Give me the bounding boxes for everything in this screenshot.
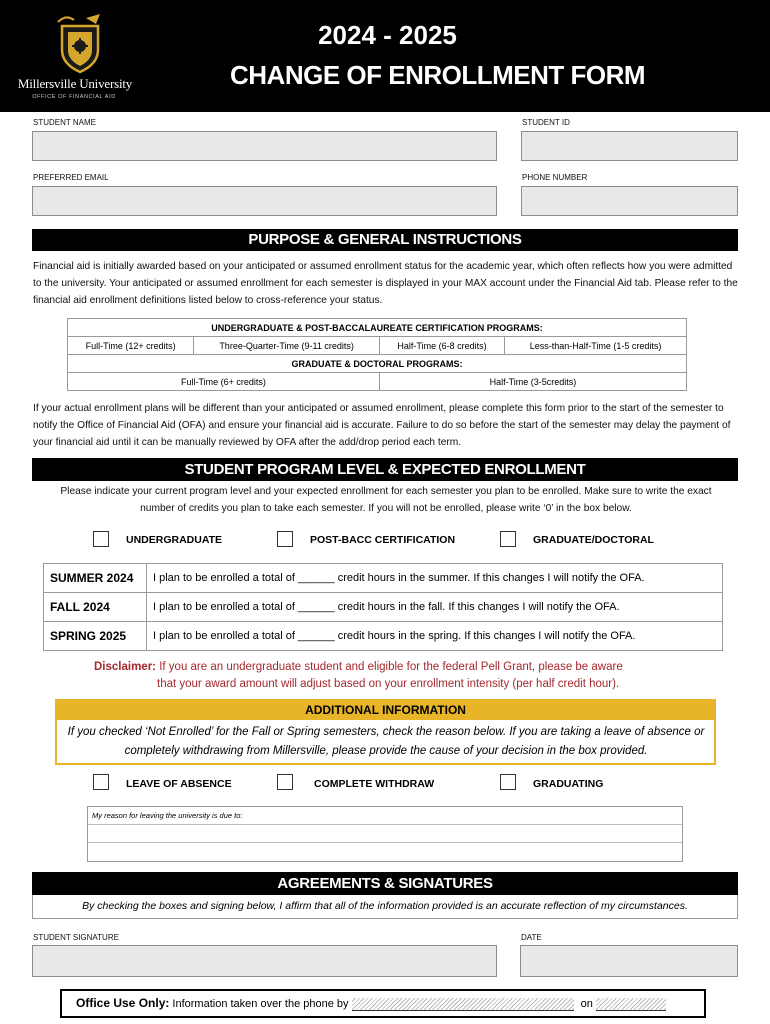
additional-information-box	[55, 699, 716, 765]
undergraduate-label: UNDERGRADUATE	[126, 534, 223, 546]
graduating-label: GRADUATING	[533, 778, 604, 790]
ug-less-than-half-time: Less-than-Half-Time (1-5 credits)	[505, 337, 687, 355]
student-name-field[interactable]	[32, 131, 497, 161]
undergraduate-checkbox[interactable]	[93, 531, 109, 547]
additional-information-heading: ADDITIONAL INFORMATION	[57, 701, 714, 720]
reason-for-leaving-field[interactable]	[87, 806, 683, 862]
office-use-label: Office Use Only:	[76, 996, 170, 1010]
preferred-email-label: PREFERRED EMAIL	[33, 173, 109, 182]
graduate-doctoral-checkbox[interactable]	[500, 531, 516, 547]
ug-three-quarter-time: Three-Quarter-Time (9-11 credits)	[194, 337, 380, 355]
post-bacc-checkbox[interactable]	[277, 531, 293, 547]
complete-withdraw-label: COMPLETE WITHDRAW	[314, 778, 435, 790]
semester-term: SPRING 2025	[44, 622, 147, 651]
leave-of-absence-label: LEAVE OF ABSENCE	[126, 778, 232, 790]
leave-of-absence-checkbox[interactable]	[93, 774, 109, 790]
semester-term: SUMMER 2024	[44, 564, 147, 593]
additional-information-text: If you checked ‘Not Enrolled’ for the Fall or Spring semesters, check the reason below. If you are taking a leave of absence or completely withdrawing from Millersville, please provide the cause of your decision in the box provided.	[67, 726, 705, 757]
table-row	[44, 564, 723, 593]
semester-enrollment-table	[43, 563, 723, 651]
university-logo	[14, 12, 134, 104]
disclaimer-label: Disclaimer:	[94, 661, 157, 673]
university-name: Millersville University	[17, 76, 133, 91]
date-label: DATE	[521, 933, 542, 942]
post-bacc-label: POST-BACC CERTIFICATION	[310, 534, 456, 546]
reason-prompt: My reason for leaving the university is due to:	[88, 807, 682, 825]
graduate-doctoral-label: GRADUATE/DOCTORAL	[533, 534, 654, 546]
student-id-label: STUDENT ID	[522, 118, 570, 127]
office-on-label: on	[580, 998, 593, 1010]
ug-programs-heading: UNDERGRADUATE & POST-BACCALAUREATE CERTIFICATION PROGRAMS:	[68, 319, 687, 337]
agreements-statement: By checking the boxes and signing below, I affirm that all of the information provided is an accurate reflection of my circumstances.	[32, 895, 738, 919]
purpose-followup: If your actual enrollment plans will be different than your anticipated or assumed enrollment, please complete this form prior to the start of the semester to notify the Office of Financial Aid (OFA) and ensure your financial aid is accurate. Failure to do so before the start of the semester may delay the payment of your financial aid until it can be manually reviewed by OFA after the add/drop period each term.	[33, 403, 731, 448]
grad-programs-heading: GRADUATE & DOCTORAL PROGRAMS:	[68, 355, 687, 373]
phone-number-field[interactable]	[521, 186, 738, 216]
student-signature-field[interactable]	[32, 945, 497, 977]
grad-half-time: Half-Time (3-5credits)	[379, 373, 686, 391]
semester-credit-statement[interactable]: I plan to be enrolled a total of ______ credit hours in the spring. If this changes I will notify the OFA.	[147, 622, 723, 651]
student-signature-label: STUDENT SIGNATURE	[33, 933, 119, 942]
purpose-heading: PURPOSE & GENERAL INSTRUCTIONS	[32, 229, 738, 251]
form-title-year: 2024 - 2025	[318, 20, 457, 50]
student-name-label: STUDENT NAME	[33, 118, 96, 127]
program-heading: STUDENT PROGRAM LEVEL & EXPECTED ENROLLMENT	[32, 458, 738, 481]
disclaimer-line-2: that your award amount will adjust based on your enrollment intensity (per half credit hour).	[157, 678, 620, 690]
phone-number-label: PHONE NUMBER	[522, 173, 588, 182]
date-field[interactable]	[520, 945, 738, 977]
office-name: OFFICE OF FINANCIAL AID	[32, 94, 116, 100]
ug-half-time: Half-Time (6-8 credits)	[379, 337, 504, 355]
agreements-heading: AGREEMENTS & SIGNATURES	[32, 872, 738, 895]
office-use-box	[60, 989, 706, 1018]
ug-full-time: Full-Time (12+ credits)	[68, 337, 194, 355]
preferred-email-field[interactable]	[32, 186, 497, 216]
semester-credit-statement[interactable]: I plan to be enrolled a total of ______ credit hours in the summer. If this changes I will notify the OFA.	[147, 564, 723, 593]
office-staff-name-field[interactable]	[352, 998, 574, 1011]
grad-full-time: Full-Time (6+ credits)	[68, 373, 380, 391]
table-row	[44, 593, 723, 622]
form-header	[0, 0, 770, 112]
reason-line[interactable]	[88, 825, 682, 843]
purpose-intro: Financial aid is initially awarded based on your anticipated or assumed enrollment status for the academic year, which often reflects how you were admitted to the university. Your anticipated or assumed enrollment for each semester is displayed in your MAX account under the Financial Aid tab. Please refer to the financial aid enrollment definitions listed below to cross-reference your status.	[33, 261, 738, 306]
student-id-field[interactable]	[521, 131, 738, 161]
form-title: CHANGE OF ENROLLMENT FORM	[230, 60, 646, 90]
enrollment-definitions-table	[67, 318, 687, 391]
semester-term: FALL 2024	[44, 593, 147, 622]
disclaimer-line-1: If you are an undergraduate student and eligible for the federal Pell Grant, please be aware	[159, 661, 623, 673]
reason-line[interactable]	[88, 843, 682, 861]
graduating-checkbox[interactable]	[500, 774, 516, 790]
disclaimer	[0, 659, 770, 693]
office-use-text: Information taken over the phone by	[172, 998, 349, 1010]
office-date-field[interactable]	[596, 998, 666, 1011]
program-instructions: Please indicate your current program level and your expected enrollment for each semester you plan to be enrolled. Make sure to write the exact number of credits you plan to take each semester. If you will not be enrolled, please write ‘0’ in the box below.	[60, 486, 712, 514]
university-crest-icon	[54, 12, 106, 74]
semester-credit-statement[interactable]: I plan to be enrolled a total of ______ credit hours in the fall. If this changes I will notify the OFA.	[147, 593, 723, 622]
table-row	[44, 622, 723, 651]
complete-withdraw-checkbox[interactable]	[277, 774, 293, 790]
